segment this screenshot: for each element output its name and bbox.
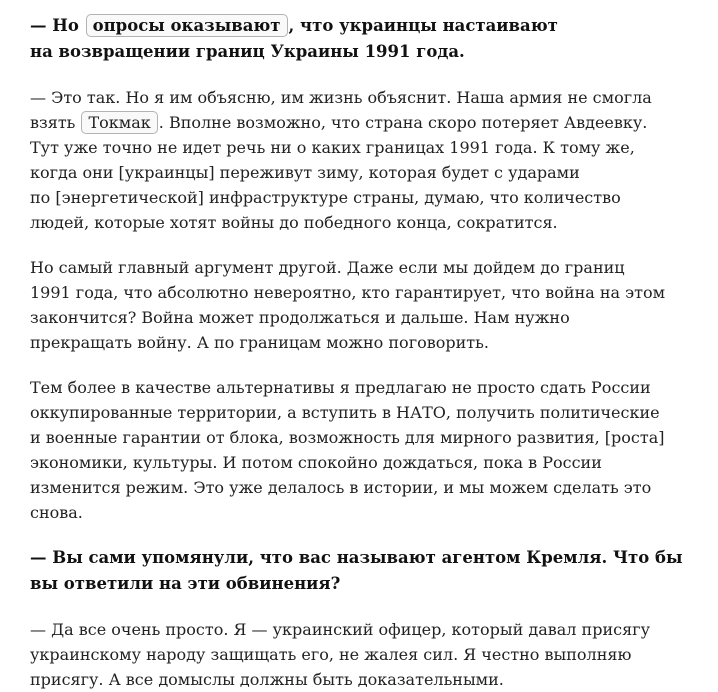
text-segment: экономики, культуры. И потом спокойно дождаться, пока в России xyxy=(30,453,602,472)
text-line xyxy=(30,85,700,110)
text-line xyxy=(30,13,700,39)
text-segment: Тут уже точно не идет речь ни о каких границах 1991 года. К тому же, xyxy=(30,138,635,157)
text-segment: — Это так. Но я им объясню, им жизнь объяснит. Наша армия не смогла xyxy=(30,88,652,107)
text-line xyxy=(30,375,700,400)
text-line xyxy=(30,210,700,235)
interview-answer-1 xyxy=(30,85,700,235)
text-segment: украинскому народу защищать его, не жалея сил. Я честно выполняю xyxy=(30,645,632,664)
text-segment: когда они [украинцы] переживут зиму, которая будет с ударами xyxy=(30,163,580,182)
text-segment: — Но xyxy=(30,16,85,35)
text-line xyxy=(30,39,700,65)
interview-question-2 xyxy=(30,545,700,597)
text-line xyxy=(30,617,700,642)
text-line xyxy=(30,475,700,500)
text-line xyxy=(30,642,700,667)
text-segment: и военные гарантии от блока, возможность для мирного развития, [роста] xyxy=(30,428,665,447)
text-segment: по [энергетической] инфраструктуре страны, думаю, что количество xyxy=(30,188,621,207)
text-line xyxy=(30,400,700,425)
interview-answer-3 xyxy=(30,375,700,525)
text-segment: Тем более в качестве альтернативы я предлагаю не просто сдать России xyxy=(30,378,651,397)
text-segment: изменится режим. Это уже делалось в истории, и мы можем сделать это xyxy=(30,478,652,497)
interview-answer-4 xyxy=(30,617,700,692)
text-segment: Но самый главный аргумент другой. Даже если мы дойдем до границ xyxy=(30,258,625,277)
interview-answer-2 xyxy=(30,255,700,355)
link-chip[interactable]: Токмак xyxy=(81,111,157,134)
text-segment: людей, которые хотят войны до победного конца, сократится. xyxy=(30,213,558,232)
text-segment: — Да все очень просто. Я — украинский офицер, который давал присягу xyxy=(30,620,650,639)
text-line xyxy=(30,450,700,475)
text-line xyxy=(30,425,700,450)
text-segment: , что украинцы настаивают xyxy=(288,16,558,35)
text-line xyxy=(30,667,700,692)
text-line xyxy=(30,135,700,160)
text-line xyxy=(30,280,700,305)
text-line xyxy=(30,255,700,280)
text-line xyxy=(30,571,700,597)
interview-question-1 xyxy=(30,13,700,65)
text-segment: прекращать войну. А по границам можно поговорить. xyxy=(30,333,489,352)
text-line xyxy=(30,160,700,185)
text-segment: взять xyxy=(30,113,81,132)
text-line xyxy=(30,305,700,330)
text-line xyxy=(30,500,700,525)
text-segment: оккупированные территории, а вступить в НАТО, получить политические xyxy=(30,403,660,422)
text-segment: присягу. А все домыслы должны быть доказательными. xyxy=(30,670,504,689)
text-segment: — Вы сами упомянули, что вас называют агентом Кремля. Что бы xyxy=(30,548,683,567)
text-segment: снова. xyxy=(30,503,83,522)
text-segment: 1991 года, что абсолютно невероятно, кто гарантирует, что война на этом xyxy=(30,283,666,302)
text-line xyxy=(30,545,700,571)
text-segment: вы ответили на эти обвинения? xyxy=(30,574,341,593)
text-line xyxy=(30,110,700,135)
link-chip[interactable]: опросы оказывают xyxy=(86,14,288,37)
text-line xyxy=(30,330,700,355)
text-segment: . Вполне возможно, что страна скоро потеряет Авдеевку. xyxy=(158,113,648,132)
text-segment: на возвращении границ Украины 1991 года. xyxy=(30,42,465,61)
text-segment: закончится? Война может продолжаться и дальше. Нам нужно xyxy=(30,308,570,327)
text-line xyxy=(30,185,700,210)
